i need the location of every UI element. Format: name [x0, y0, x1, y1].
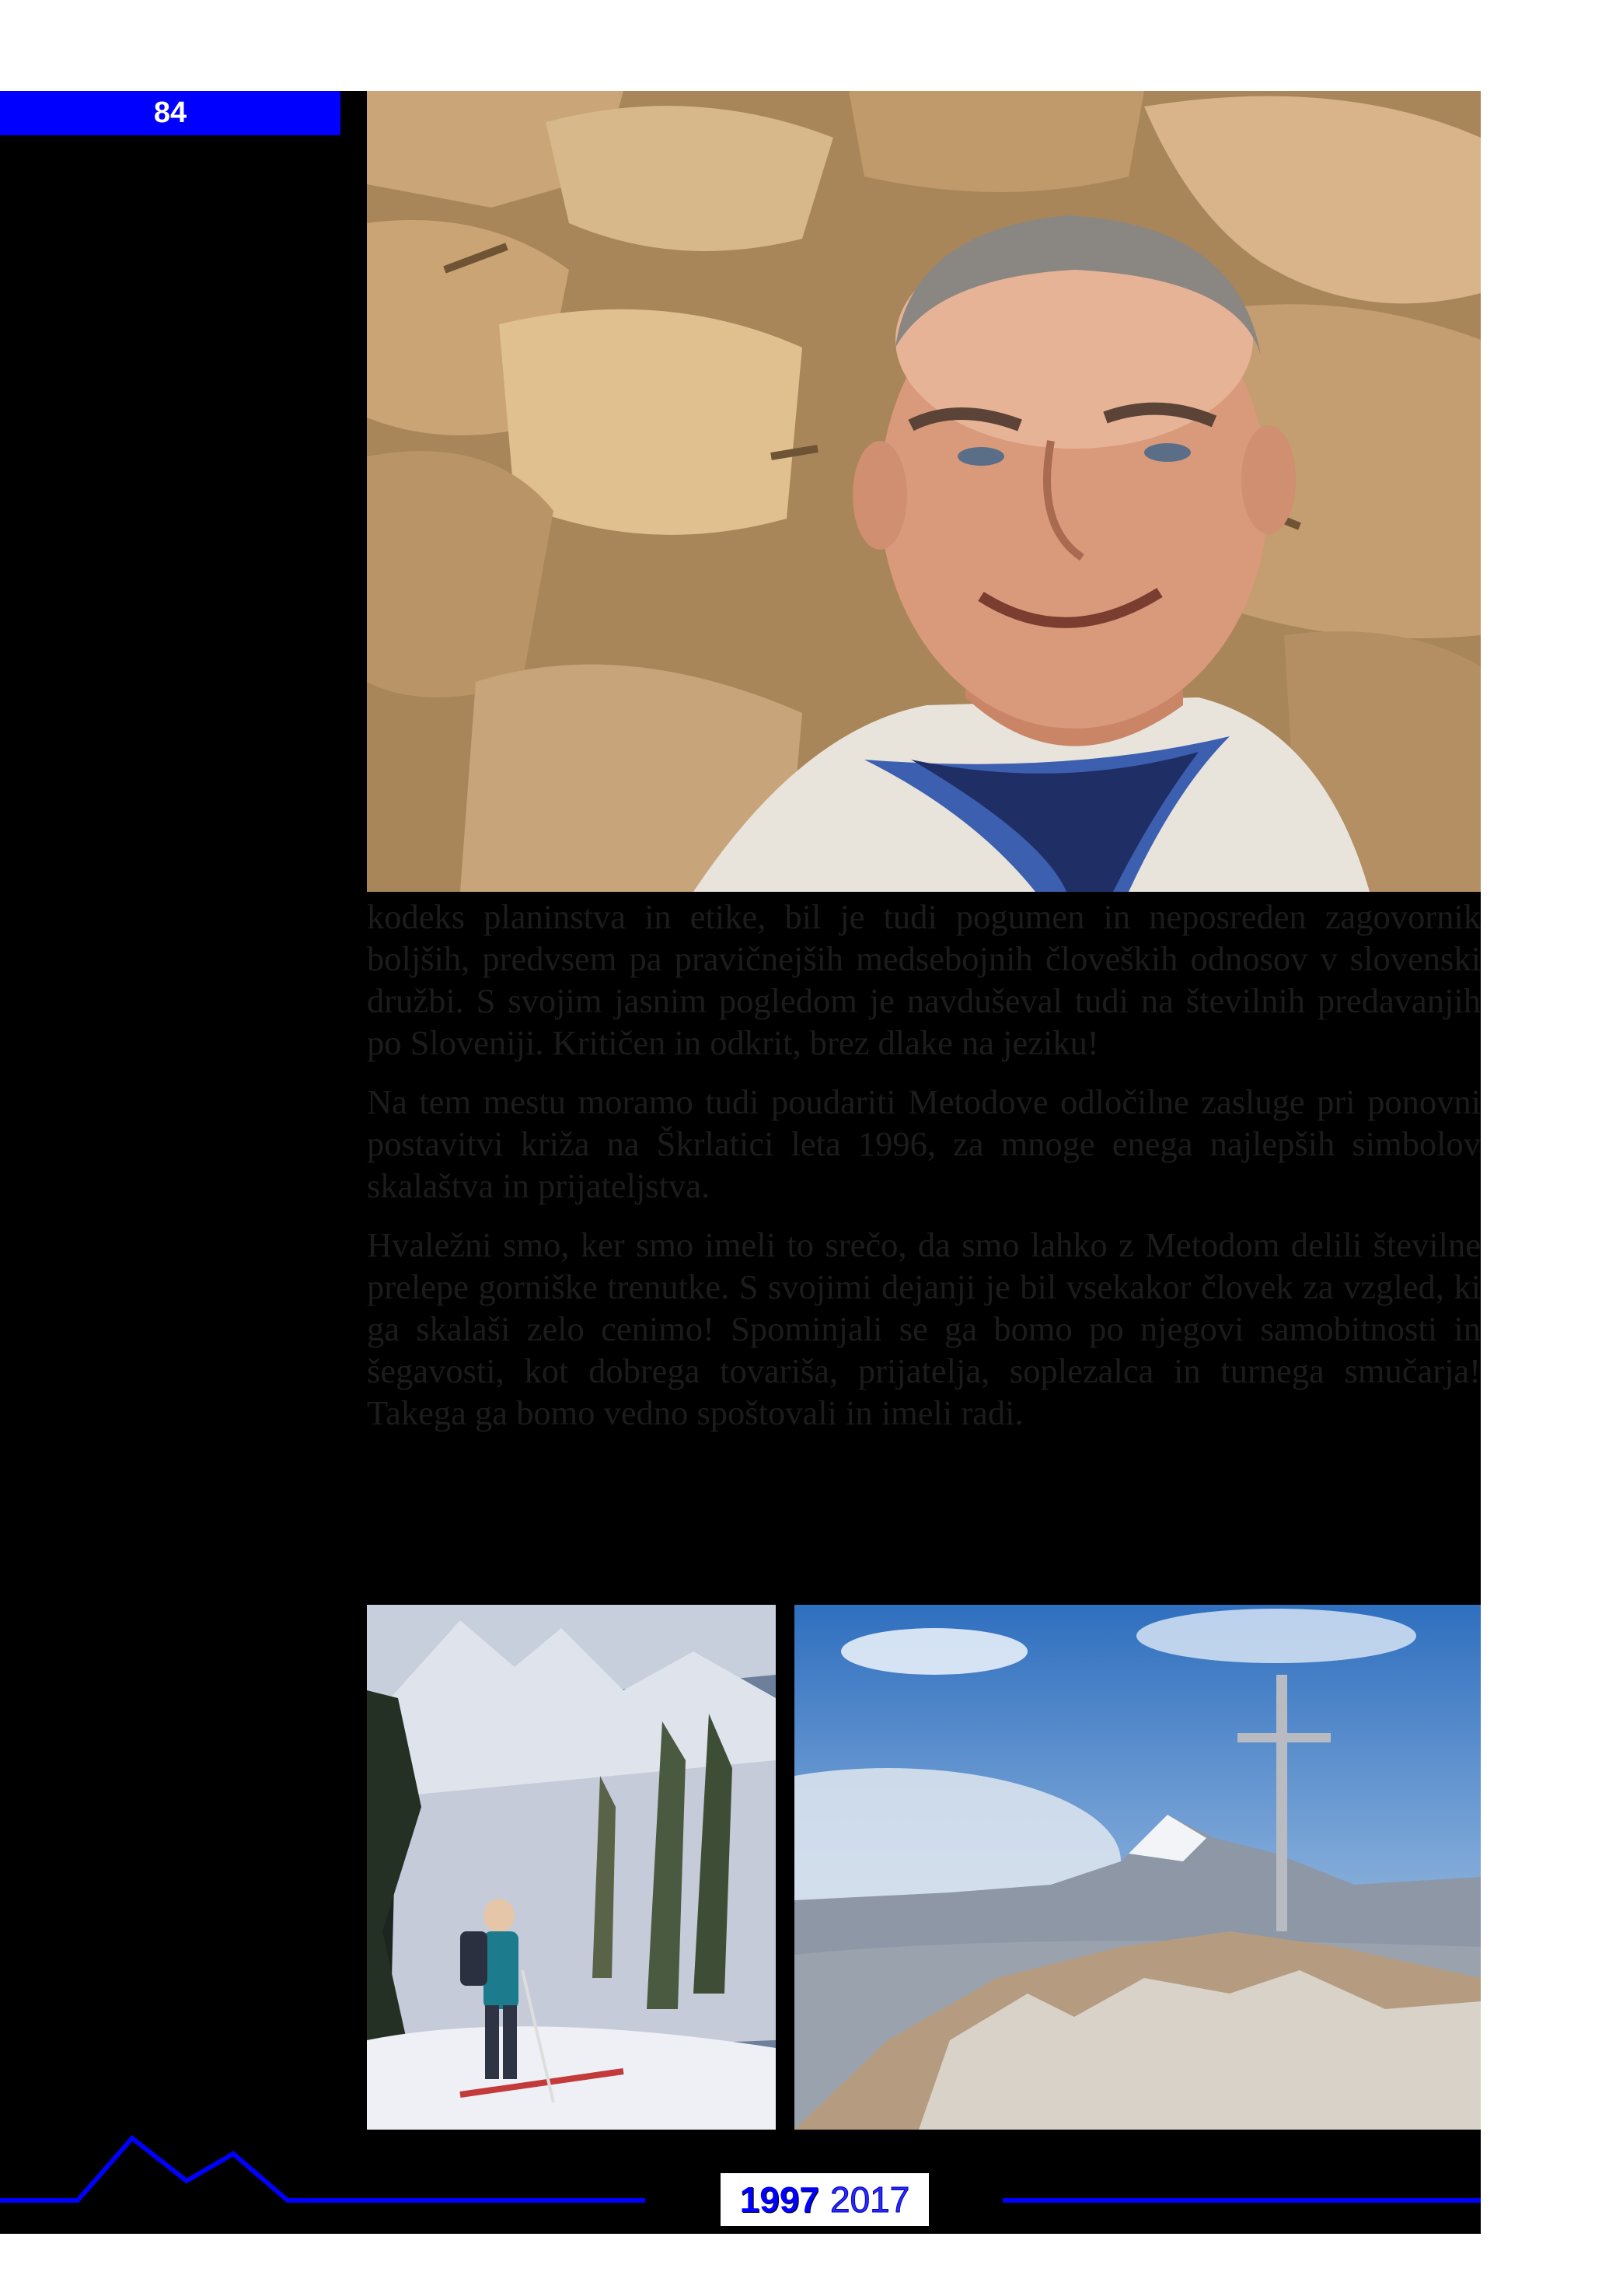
year-end: 2017 [830, 2179, 910, 2220]
paragraph-3: Hvaležni smo, ker smo imeli to srečo, da smo lahko z Metodom delili številne prelepe gorniške trenutke. S svojimi dejanji je bil vsekakor človek za vzgled, ki ga skalaši zelo cenimo! Spominjali se ga bomo po njegovi samobitnosti in šegavosti, kot dobrega tovariša, prijatelja, soplezalca in turnega smučarja! Takega ga bomo vedno spoštovali in imeli radi. [367, 1225, 1481, 1432]
mountain-line-ornament [0, 2130, 645, 2224]
paragraph-2: Na tem mestu moramo tudi poudariti Metodove odločilne zasluge pri ponovni postavitvi križa na Škrlatici leta 1996, za mnoge enega najlepših simbolov skalaštva in prijateljstva. [367, 1082, 1481, 1205]
portrait-photo [367, 91, 1481, 892]
summit-cross-photo [794, 1605, 1481, 2130]
footer-years [721, 2173, 929, 2226]
article-text [367, 896, 1481, 1451]
ski-tour-photo [367, 1605, 776, 2130]
footer-rule-right [1003, 2198, 1481, 2203]
paragraph-1: kodeks planinstva in etike, bil je tudi pogumen in neposreden zagovornik boljših, predvsem pa pravičnejših medsebojnih človeških odnosov v slovenski družbi. S svojim jasnim pogledom je navduševal tudi na številnih predavanjih po Sloveniji. Kritičen in odkrit, brez dlake na jeziku! [367, 897, 1481, 1062]
page-number: 84 [153, 96, 187, 129]
year-start: 1997 [739, 2179, 819, 2220]
